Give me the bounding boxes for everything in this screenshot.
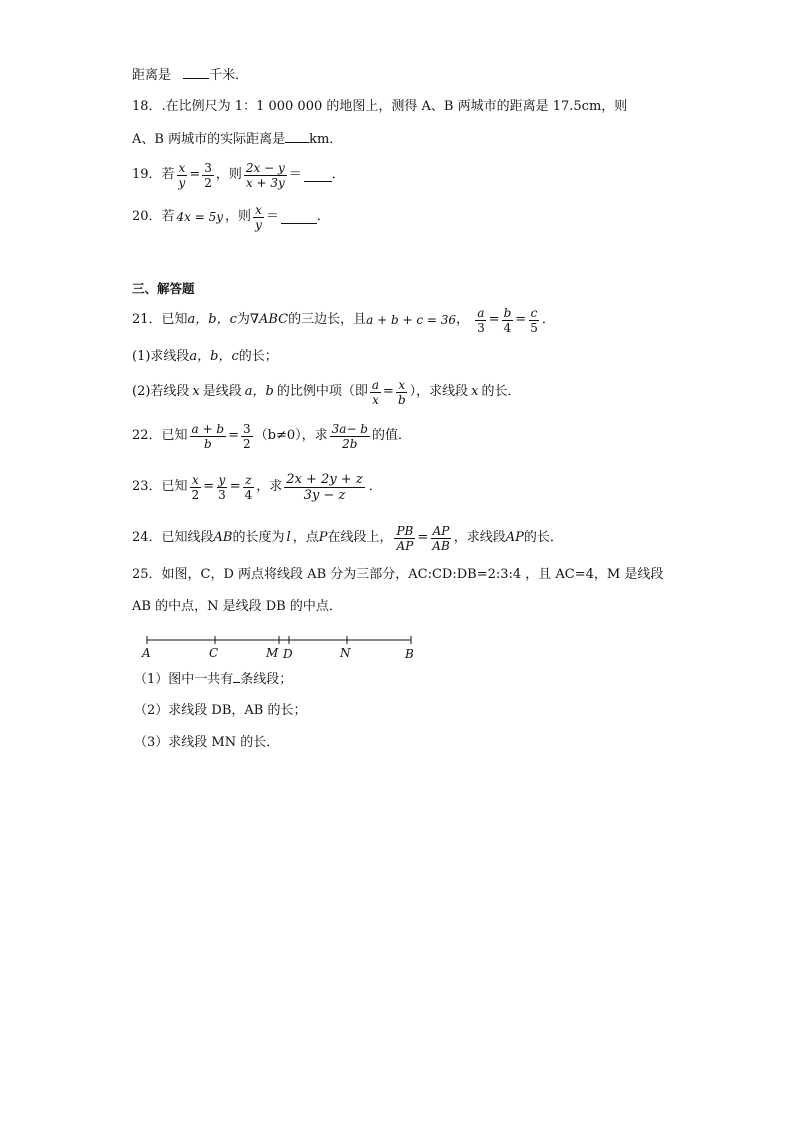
frac-num: 2x + 2y + z (286, 471, 363, 487)
q23-frac-x2 (190, 474, 202, 501)
q23-mid: ，求 (256, 479, 283, 494)
q21-part1 (132, 348, 278, 366)
frac-den: x (372, 392, 379, 407)
frac-num: x (398, 377, 406, 392)
q21-p2-text2: 是线段 (202, 384, 242, 399)
frac-den: 2b (342, 436, 358, 451)
q19-frac-expr (244, 162, 287, 189)
frac-num: b (503, 305, 512, 320)
q22-frac-expr (330, 423, 370, 450)
q24-mid3: 在线段上， (327, 530, 393, 545)
q17-blank[interactable] (183, 66, 209, 79)
q21-p1-vars: a，b，c (189, 349, 239, 364)
q22-end: 的值． (371, 428, 411, 443)
q19-number: 19．若 (132, 167, 175, 182)
frac-num: x (255, 202, 262, 217)
q21-mid2: 的三边长，且 (288, 312, 367, 327)
q24-l: l (286, 530, 291, 545)
q25-sub1 (134, 670, 292, 689)
frac-num: c (530, 305, 538, 320)
frac-num: 2x − y (245, 160, 285, 175)
q24-mid2: ，点 (292, 530, 319, 545)
frac-num: 3 (242, 421, 251, 436)
q21-vars: a，b，c (187, 312, 237, 327)
frac-num: a (477, 305, 485, 320)
q23-end: ． (368, 479, 382, 494)
eq-sign: = (383, 384, 394, 399)
q25-line1: 25．如图，C，D 两点将线段 AB 分为三部分，AC:CD:DB=2:3:4 ，且 AC=4，M 是线段 (132, 567, 664, 582)
q21-frac-a3 (475, 307, 487, 334)
q21-frac-c5 (528, 307, 540, 334)
label-n: N (340, 646, 351, 660)
label-a: A (142, 646, 151, 660)
frac-num: a + b (191, 421, 225, 436)
q21-p2-text: (2)若线段 (132, 384, 190, 399)
q24-end: 的长． (523, 530, 563, 545)
q22-frac-32 (241, 423, 253, 450)
q21-frac-b4 (502, 307, 514, 334)
eq-sign: = (488, 312, 500, 327)
q17-text: 距离是 (132, 68, 172, 83)
q24-mid1: 的长度为 (232, 530, 285, 545)
frac-num: y (218, 472, 226, 487)
q19-frac-xy (177, 162, 188, 189)
q25-sub1-end: 条线段； (240, 672, 293, 687)
q18-line2 (132, 130, 342, 149)
frac-den: 2 (191, 487, 200, 502)
q25-line2: AB 的中点，N 是线段 DB 的中点． (132, 599, 342, 614)
q21-frac-xb (396, 379, 408, 406)
q24-ab: AB (213, 530, 233, 545)
q25-sub2: （2）求线段 DB，AB 的长； (134, 703, 307, 718)
label-d: D (283, 647, 293, 661)
q20-blank[interactable] (281, 211, 317, 224)
q18-text2: A、B 两城市的实际距离是 (132, 132, 286, 147)
frac-num: z (245, 472, 252, 487)
label-m: M (266, 646, 279, 660)
label-c: C (209, 646, 219, 660)
frac-num: x (191, 472, 199, 487)
q21-number: 21．已知 (132, 312, 188, 327)
q20-end: ． (316, 209, 330, 224)
frac-den: AP (396, 538, 414, 553)
q22 (132, 418, 411, 454)
q21-triangle: ∇ABC (249, 312, 289, 327)
q24-ap: AP (505, 530, 524, 545)
section-title: 三、解答题 (132, 281, 195, 296)
frac-den: 3 (218, 487, 226, 502)
frac-den: 2 (204, 175, 212, 190)
q21-p1-end: 的长； (238, 349, 278, 364)
eq-sign: = (417, 530, 429, 545)
q21-mid: 为 (236, 312, 250, 327)
var-x: x (192, 384, 200, 399)
segment-diagram (138, 630, 423, 662)
q25-sub1-text: （1）图中一共有 (134, 672, 234, 687)
frac-num: a (371, 377, 380, 392)
q19-frac-32 (202, 162, 214, 189)
q23-frac-y3 (216, 474, 228, 501)
q23-frac-expr (284, 473, 364, 502)
eq-sign: = (229, 479, 241, 494)
frac-den: b (397, 392, 406, 407)
q21 (132, 303, 555, 337)
q18-number: 18． (132, 99, 162, 114)
q20-frac-xy (253, 204, 264, 231)
q20-expr: 4x = 5y (176, 210, 224, 224)
q20-number: 20．若 (132, 209, 175, 224)
q23-number: 23．已知 (132, 479, 188, 494)
q17-tail (132, 66, 248, 85)
frac-den: x + 3y (245, 175, 285, 190)
q21-p2-text3: 的比例中项（即 (276, 384, 368, 399)
frac-num: PB (396, 523, 414, 538)
frac-den: 3 (477, 320, 485, 335)
q24-frac-pb-ap (394, 525, 415, 552)
q21-p2-end: 的长． (481, 384, 521, 399)
frac-den: AB (432, 538, 450, 553)
q19-end: ． (331, 167, 345, 182)
q24-mid4: ，求线段 (453, 530, 506, 545)
q24 (132, 518, 563, 558)
q20-mid: ，则 (225, 209, 252, 224)
frac-num: 3 (204, 160, 212, 175)
eq-sign: = (189, 167, 201, 182)
frac-num: AP (432, 523, 450, 538)
q21-p2-text4: ），求线段 (409, 384, 469, 399)
q23 (132, 466, 382, 508)
q19 (132, 158, 345, 192)
frac-den: 3y − z (303, 487, 346, 503)
eq-sign: = (515, 312, 527, 327)
frac-den: 2 (242, 436, 251, 451)
q21-p2-vars: a，b (244, 384, 274, 399)
q18-line1 (132, 98, 627, 116)
frac-den: 5 (530, 320, 538, 335)
eq-sign: = (203, 479, 215, 494)
q24-frac-ap-ab (430, 525, 451, 552)
q22-condition: （b≠0），求 (254, 428, 328, 443)
frac-den: b (203, 436, 212, 451)
q18-text: .在比例尺为 1：1 000 000 的地图上，测得 A、B 两城市的距离是 17.5cm，则 (161, 99, 628, 114)
frac-den: y (255, 217, 262, 232)
q24-number: 24．已知线段 (132, 530, 214, 545)
q18-unit: km． (309, 132, 343, 147)
eq-sign: = (228, 428, 239, 443)
frac-den: y (178, 175, 186, 190)
var-x: x (471, 384, 479, 399)
q21-p1-text: (1)求线段 (132, 349, 190, 364)
q22-number: 22．已知 (132, 428, 188, 443)
q23-frac-z4 (243, 474, 255, 501)
frac-den: 4 (503, 320, 512, 335)
eq-sign: ＝ (265, 209, 279, 224)
q20 (132, 200, 330, 234)
comma: ， (456, 312, 470, 327)
q17-unit: 千米． (209, 68, 249, 83)
q19-mid: ，则 (215, 167, 242, 182)
q22-frac-ab (190, 423, 227, 450)
q24-p: P (318, 530, 328, 545)
q21-end: ． (541, 312, 555, 327)
frac-den: 4 (244, 487, 253, 502)
q25-sub3: （3）求线段 MN 的长． (134, 735, 280, 750)
q21-sum: a + b + c = 36 (366, 313, 457, 327)
q21-frac-ax (370, 379, 381, 406)
eq-sign: ＝ (288, 167, 302, 182)
frac-num: x (178, 160, 186, 175)
q18-blank[interactable] (285, 130, 309, 143)
q21-part2 (132, 372, 521, 412)
label-b: B (405, 647, 414, 661)
q19-blank[interactable] (304, 169, 332, 182)
frac-num: 3a− b (331, 421, 368, 436)
